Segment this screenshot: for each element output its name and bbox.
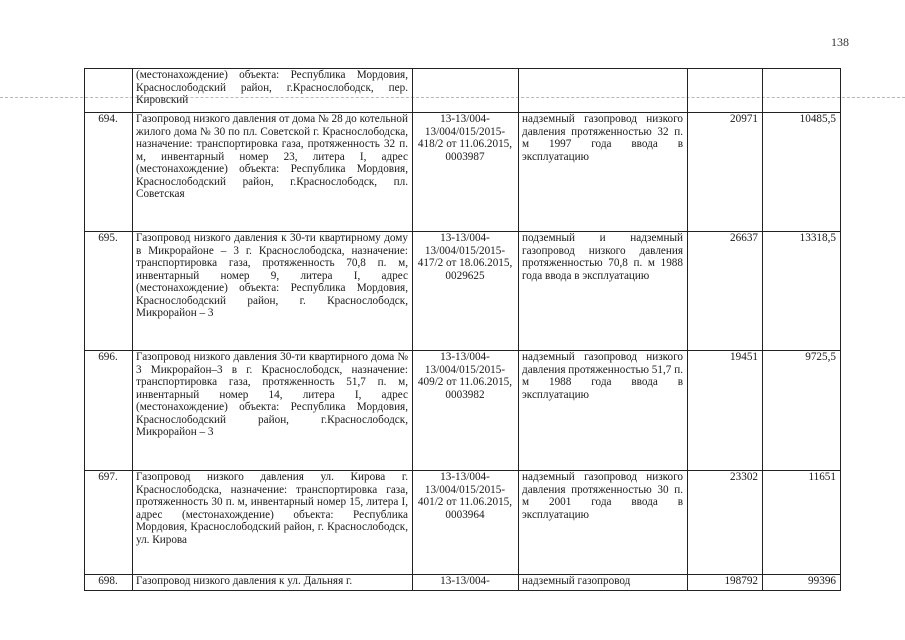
cell-registration: 13-13/004-13/004/015/2015-409/2 от 11.06.2015, 0003982 (413, 351, 519, 471)
cell-value-1: 19451 (688, 351, 763, 471)
table-row-continuation (85, 69, 841, 113)
table-row (85, 232, 841, 351)
cell-number: 694. (85, 113, 133, 232)
cell-value-2: 9725,5 (763, 351, 841, 471)
cell-description: Газопровод низкого давления от дома № 28 до котельной жилого дома № 30 по пл. Советской г. Краснослободска, назначение: транспортировка газа, протяженность 32 п. м, инвентарный номер 23, литера I, адрес (местонахождение) объекта: Республика Мордовия, Краснослободский район, г.Краснослободск, пл. Советская (133, 113, 413, 232)
cell-value-2 (763, 69, 841, 113)
cell-registration: 13-13/004-13/004/015/2015-401/2 от 11.06.2015, 0003964 (413, 471, 519, 575)
table-row (85, 113, 841, 232)
cell-characteristics: надземный газопровод низкого давления протяженностью 32 п. м 1997 года ввода в эксплуатацию (519, 113, 688, 232)
cell-number (85, 69, 133, 113)
cell-description: (местонахождение) объекта: Республика Мордовия, Краснослободский район, г.Краснослободск, пер. Кировский (133, 69, 413, 113)
cell-description: Газопровод низкого давления к ул. Дальняя г. (133, 575, 413, 591)
cell-value-1: 20971 (688, 113, 763, 232)
table-row (85, 471, 841, 575)
cell-registration: 13-13/004- (413, 575, 519, 591)
cell-number: 695. (85, 232, 133, 351)
cell-value-2: 10485,5 (763, 113, 841, 232)
table-row (85, 351, 841, 471)
cell-registration: 13-13/004-13/004/015/2015-418/2 от 11.06.2015, 0003987 (413, 113, 519, 232)
cell-registration: 13-13/004-13/004/015/2015-417/2 от 18.06.2015, 0029625 (413, 232, 519, 351)
cell-value-2: 11651 (763, 471, 841, 575)
cell-description: Газопровод низкого давления 30-ти квартирного дома № 3 Микрорайон–3 в г. Краснослободск, назначение: транспортировка газа, протяженность 51,7 п. м, инвентарный номер 14, литера I, адрес (местонахождение) объекта: Республика Мордовия, Краснослободский район, г.Краснослободск, Микрорайон – 3 (133, 351, 413, 471)
cell-characteristics (519, 69, 688, 113)
cell-characteristics: подземный и надземный газопровод низкого давления протяженностью 70,8 п. м 1988 года ввода в эксплуатацию (519, 232, 688, 351)
cell-number: 697. (85, 471, 133, 575)
cell-value-1 (688, 69, 763, 113)
cell-value-2: 99396 (763, 575, 841, 591)
cell-value-1: 26637 (688, 232, 763, 351)
cell-characteristics: надземный газопровод низкого давления протяженностью 30 п. м 2001 года ввода в эксплуатацию (519, 471, 688, 575)
cell-characteristics: надземный газопровод (519, 575, 688, 591)
cell-value-1: 23302 (688, 471, 763, 575)
page-number: 138 (831, 35, 849, 49)
cell-number: 698. (85, 575, 133, 591)
property-registry-table (84, 68, 841, 591)
cell-value-2: 13318,5 (763, 232, 841, 351)
cell-description: Газопровод низкого давления к 30-ти квартирному дому в Микрорайоне – 3 г. Краснослободска, назначение: транспортировка газа, протяженность 70,8 п. м, инвентарный номер 9, литера I, адрес (местонахождение) объекта: Республика Мордовия, Краснослободский район, г. Краснослободск, Микрорайон – 3 (133, 232, 413, 351)
cell-registration (413, 69, 519, 113)
cell-characteristics: надземный газопровод низкого давления протяженностью 51,7 п. м 1988 года ввода в эксплуатацию (519, 351, 688, 471)
cell-number: 696. (85, 351, 133, 471)
table-row (85, 575, 841, 591)
cell-description: Газопровод низкого давления ул. Кирова г. Краснослободска, назначение: транспортировка газа, протяженность 30 п. м, инвентарный номер 15, литера I, адрес (местонахождение) объекта: Республика Мордовия, Краснослободский район, г. Краснослободск, ул. Кирова (133, 471, 413, 575)
cell-value-1: 198792 (688, 575, 763, 591)
